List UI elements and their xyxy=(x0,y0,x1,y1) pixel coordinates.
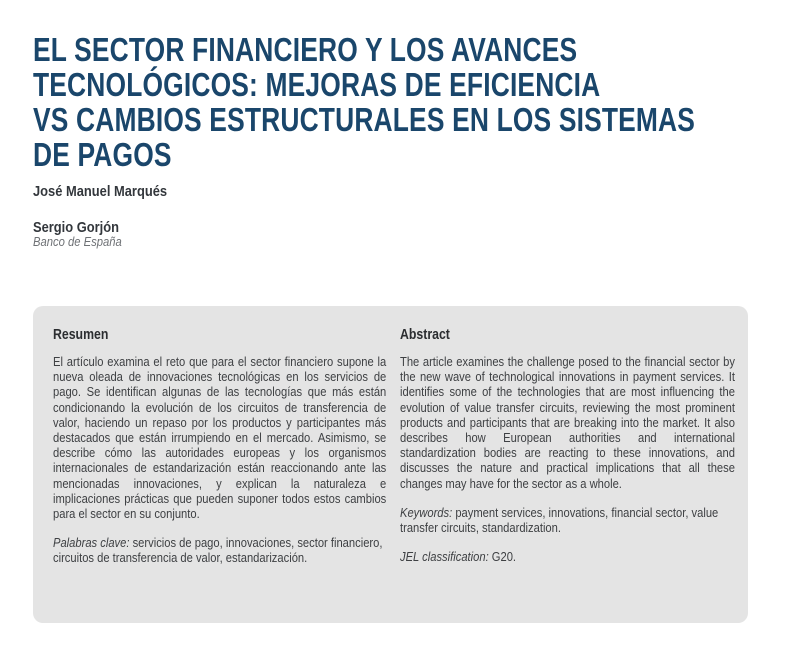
title-line-4: DE PAGOS xyxy=(33,136,172,173)
author-name-1: José Manuel Marqués xyxy=(33,183,168,200)
page-title xyxy=(33,32,785,172)
author-name-2: Sergio Gorjón xyxy=(33,219,120,236)
resumen-body: El artículo examina el reto que para el sector financiero supone la nueva oleada de innovaciones tecnológicas en los servicios de pago. Se identifican algunas de las tecnologías que más están condicionando la evolución de los circuitos de transferencia de valor, haciendo un repaso por los productos y participantes más destacados que están irrumpiendo en el mercado. Asimismo, se describe cómo las autoridades europeas y los organismos internacionales de estandarización están reaccionando ante las mencionadas innovaciones, y explican la naturaleza e implicaciones prácticas que pueden suponer todos estos cambios para el sector en su conjunto. xyxy=(53,354,387,522)
keywords-line xyxy=(400,505,735,535)
palabras-clave-label: Palabras clave: xyxy=(53,535,130,551)
resumen-heading: Resumen xyxy=(53,327,109,343)
palabras-clave-text: servicios de pago, innovaciones, sector financiero, circuitos de transferencia de valor, estandarización. xyxy=(53,535,383,566)
palabras-clave xyxy=(53,535,386,565)
abstract-body: The article examines the challenge posed to the financial sector by the new wave of technological innovations in payment services. It identifies some of the technologies that are most influencing the evolution of value transfer circuits, reviewing the most prominent products and participants that are breaking into the market. It also describes how European authorities and international standardization bodies are reacting to these innovations, and discusses the nature and practical implications that all these changes may have for the sector as a whole. xyxy=(400,354,735,491)
jel-label: JEL classification: xyxy=(400,549,489,565)
title-line-1: EL SECTOR FINANCIERO Y LOS AVANCES xyxy=(33,31,578,68)
jel-line xyxy=(400,549,735,564)
jel-text: G20. xyxy=(491,549,517,565)
abstract-box xyxy=(33,306,748,623)
resumen-column xyxy=(53,327,386,566)
abstract-column xyxy=(400,327,735,564)
keywords-label: Keywords: xyxy=(400,504,453,520)
keywords-text: payment services, innovations, financial sector, value transfer circuits, standardization. xyxy=(400,504,719,536)
author-affiliation: Banco de España xyxy=(33,235,122,249)
title-line-2: TECNOLÓGICOS: MEJORAS DE EFICIENCIA xyxy=(33,66,601,103)
title-line-3: VS CAMBIOS ESTRUCTURALES EN LOS SISTEMAS xyxy=(33,101,696,138)
abstract-heading: Abstract xyxy=(400,327,450,343)
